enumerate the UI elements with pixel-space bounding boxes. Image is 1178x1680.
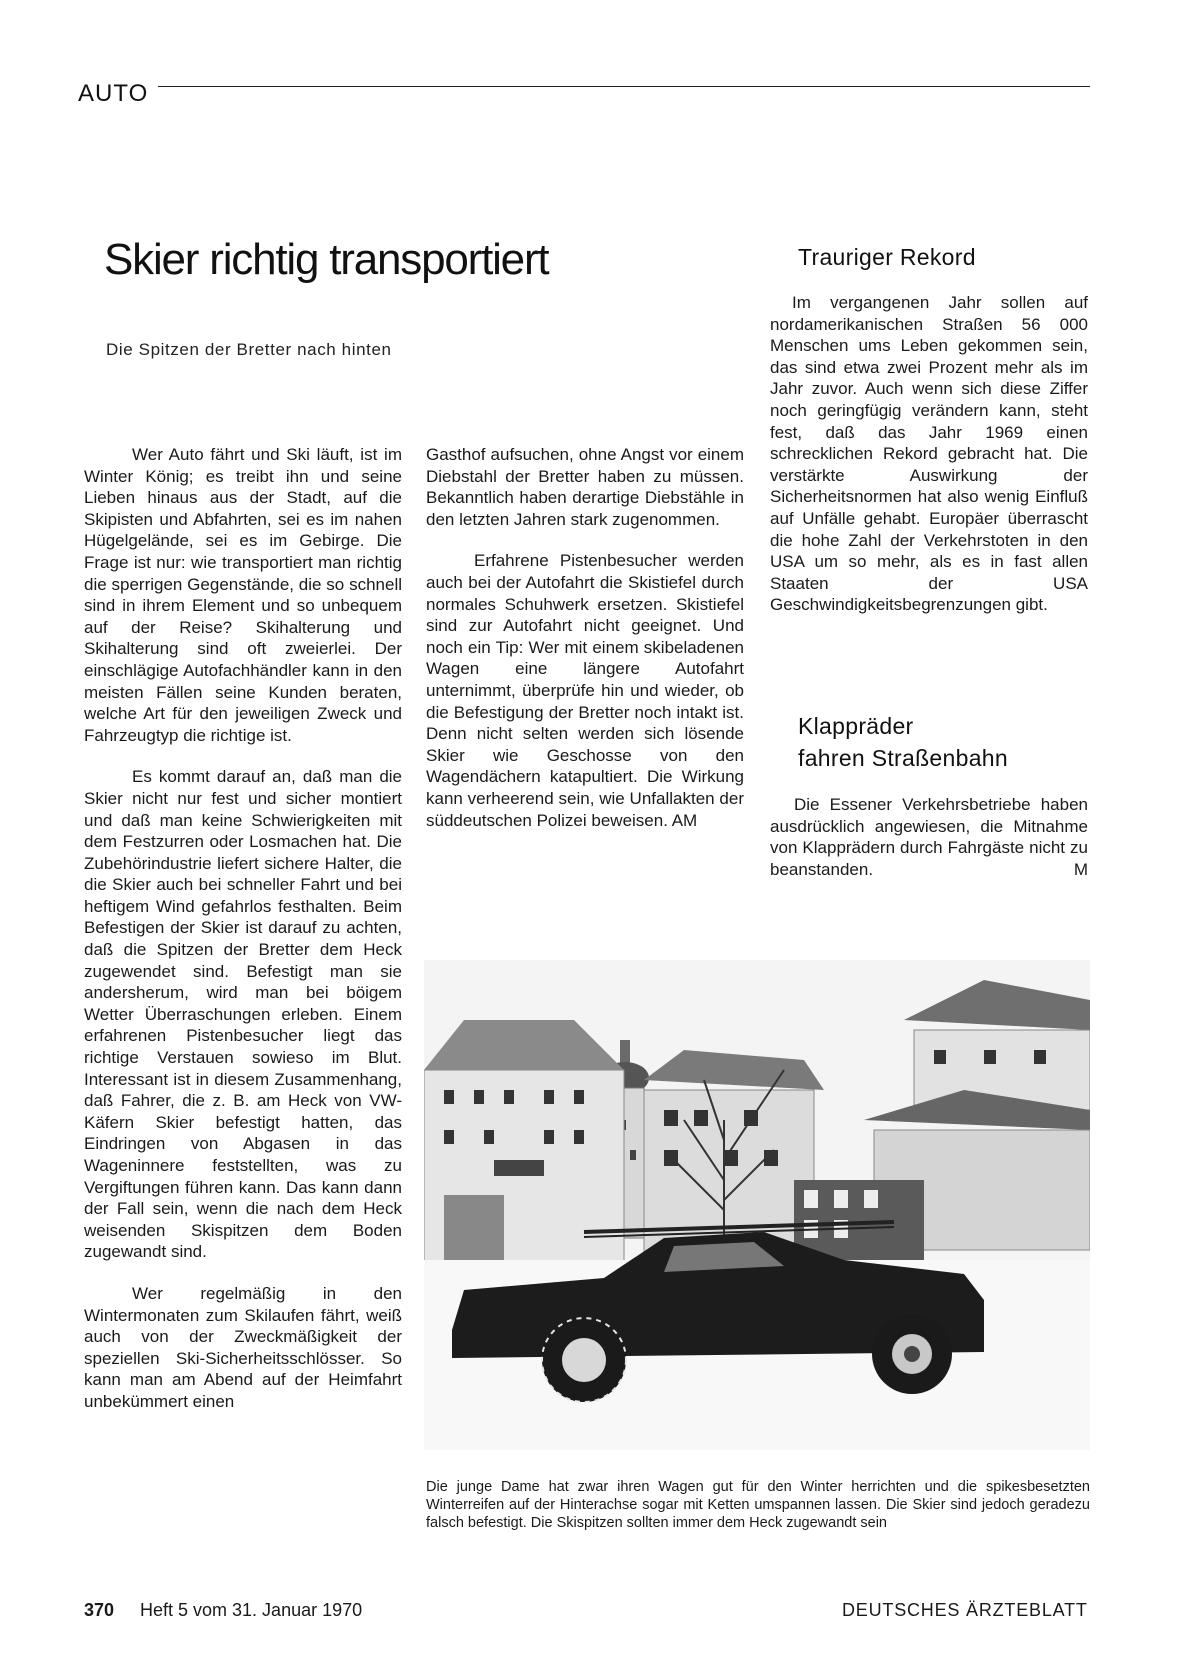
- sidebar-title-line: fahren Straßenbahn: [798, 745, 1008, 771]
- article-paragraph: Erfahrene Pistenbesucher werden auch bei der Autofahrt die Skistiefel durch normales Schuhwerk ersetzen. Skistiefel sind zur Autofahrt nicht geeignet. Und noch ein Tip: Wer mit einem skibeladenen Wagen eine längere Autofahrt unternimmt, überprüfe hin und wieder, ob die Befestigung der Bretter noch intakt ist. Denn nicht selten werden sich lösende Skier wie Geschosse von den Wagendächern katapultiert. Die Wirkung kann verheerend sein, wie Unfallakten der süddeutschen Polizei beweisen. AM: [426, 551, 744, 830]
- journal-name: DEUTSCHES ÄRZTEBLATT: [842, 1600, 1088, 1620]
- article-title: Skier richtig transportiert: [104, 235, 549, 284]
- sidebar-text-klappraeder: [770, 794, 1088, 880]
- article-paragraph: Gasthof aufsuchen, ohne Angst vor einem Diebstahl der Bretter haben zu müssen. Bekanntlich haben derartige Diebstähle in den letzten Jahren stark zugenommen.: [426, 445, 744, 529]
- photo-caption: Die junge Dame hat zwar ihren Wagen gut für den Winter herrichten und die spikesbesetzten Winterreifen auf der Hinterachse sogar mit Ketten umspannen lassen. Die Skier sind jedoch geradezu falsch befestigt. Die Skispitzen sollten immer dem Heck zugewandt sein: [426, 1479, 1090, 1531]
- sidebar-title-klappraeder: [798, 710, 1008, 774]
- article-column-2: [426, 444, 744, 831]
- sidebar-title-rekord: Trauriger Rekord: [798, 244, 976, 270]
- car-photo: [424, 960, 1090, 1450]
- section-label: AUTO: [78, 80, 149, 107]
- sidebar-paragraph-text: Die Essener Verkehrsbetriebe haben ausdrücklich angewiesen, die Mitnahme von Klapprädern durch Fahrgäste nicht zu beanstanden.: [770, 795, 1088, 879]
- article-column-1: [84, 444, 402, 1413]
- article-paragraph: Wer Auto fährt und Ski läuft, ist im Winter König; es treibt ihn und seine Lieben hinaus aus der Stadt, auf die Skipisten und Abfahrten, sei es im nahen Hügelgelände, sei es im Gebirge. Die Frage ist nur: wie transportiert man richtig die sperrigen Gegenstände, die so schnell sind in ihrem Element und so unbequem auf der Reise? Skihalterung und Skihalterung sind oft zweierlei. Der einschlägige Autofachhändler kann in den meisten Fällen seine Kunden beraten, welche Art für den jeweiligen Zweck und Fahrzeugtyp die richtige ist.: [84, 445, 402, 745]
- section-rule: [158, 86, 1090, 87]
- sidebar-paragraph: Im vergangenen Jahr sollen auf nordamerikanischen Straßen 56 000 Menschen ums Leben gekommen sein, das sind etwa zwei Prozent mehr als im Jahr zuvor. Auch wenn sich diese Ziffer noch geringfügig verändern kann, steht fest, daß das Jahr 1969 einen schrecklichen Rekord gebracht hat. Die verstärkte Auswirkung der Sicherheitsnormen hat also wenig Einfluß auf Unfälle gehabt. Europäer überrascht die hohe Zahl der Verkehrstoten in den USA um so mehr, als es in fast allen Staaten der USA Geschwindigkeitsbegrenzungen gibt.: [770, 293, 1088, 615]
- article-subtitle: Die Spitzen der Bretter nach hinten: [106, 340, 392, 359]
- issue-info: Heft 5 vom 31. Januar 1970: [140, 1600, 363, 1620]
- sidebar-text-rekord: [770, 292, 1088, 616]
- sidebar-title-line: Klappräder: [798, 713, 914, 739]
- sidebar-paragraph: [770, 794, 1088, 880]
- article-paragraph: Wer regelmäßig in den Wintermonaten zum Skilaufen fährt, weiß auch von der Zweckmäßigkeit der speziellen Ski-Sicherheitsschlösser. So kann man am Abend auf der Heimfahrt unbekümmert einen: [84, 1283, 402, 1411]
- page-number: 370: [84, 1600, 115, 1620]
- author-initial: M: [1073, 859, 1088, 879]
- article-paragraph: Es kommt darauf an, daß man die Skier nicht nur fest und sicher montiert und daß man keine Schwierigkeiten mit dem Festzurren oder Losmachen hat. Die Zubehörindustrie liefert sichere Halter, die die Skier auch bei schneller Fahrt und bei heftigem Wind gefahrlos festhalten. Beim Befestigen der Skier ist darauf zu achten, daß die Spitzen der Bretter dem Heck zugewendet sind. Befestigt man sie andersherum, wird man bei böigem Wetter Überraschungen erleben. Einem erfahrenen Pistenbesucher liegt das richtige Verstauen sowieso im Blut. Interessant ist in diesem Zusammenhang, daß Fahrer, die z. B. am Heck von VW-Käfern Skier befestigt hatten, das Eindringen von Abgasen in das Wageninnere feststellten, was zu Vergiftungen führen kann. Das kann dann der Fall sein, wenn die nach dem Heck weisenden Skispitzen dem Boden zugewandt sind.: [84, 767, 402, 1262]
